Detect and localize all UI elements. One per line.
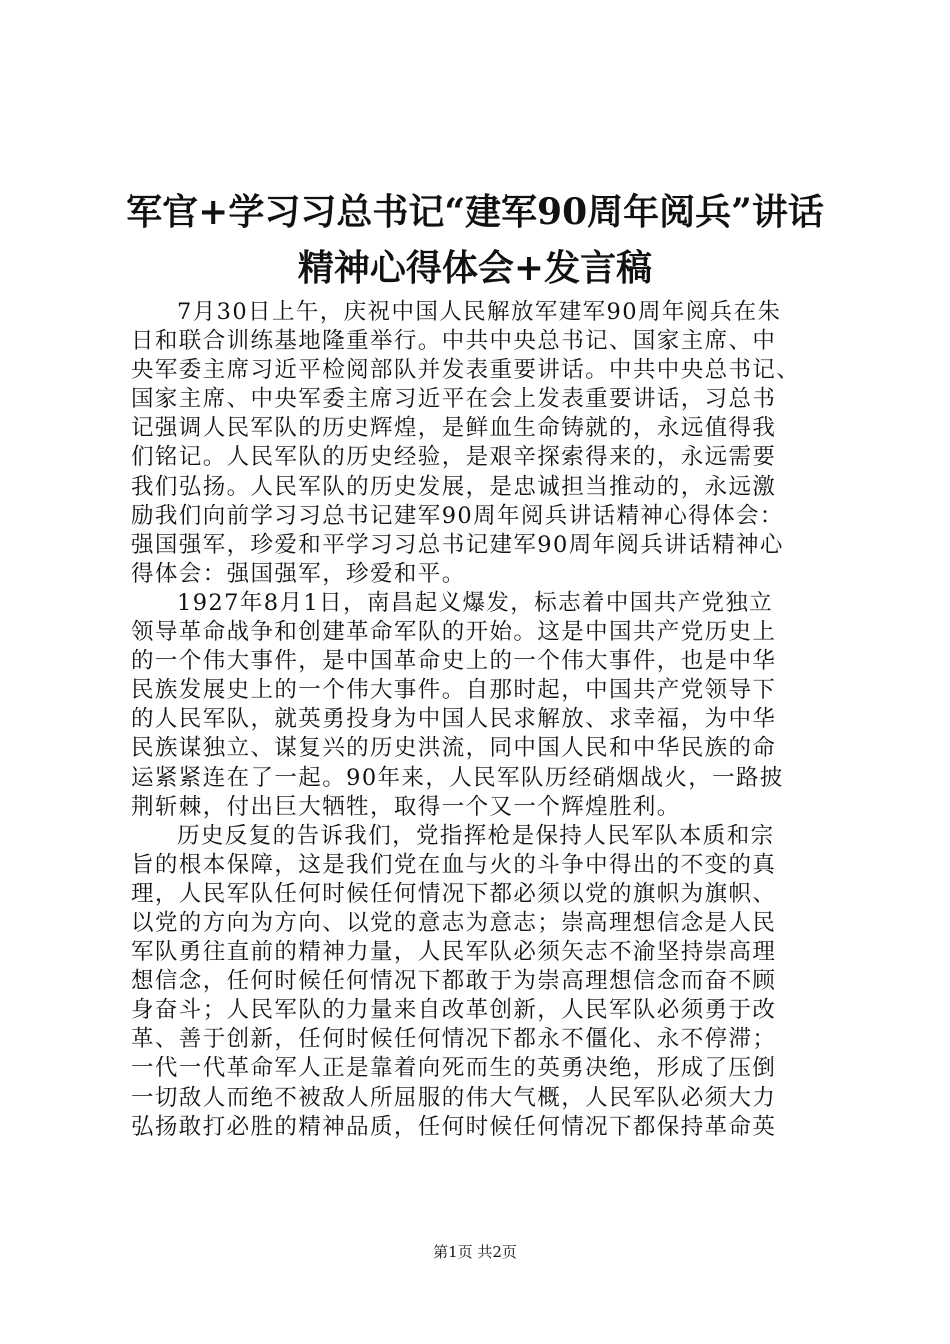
paragraph-line: 运紧紧连在了一起。90年来，人民军队历经硝烟战火，一路披 bbox=[131, 764, 784, 791]
paragraph-line: 一代一代革命军人正是靠着向死而生的英勇决绝，形成了压倒 bbox=[131, 1055, 777, 1082]
paragraph bbox=[131, 298, 831, 589]
paragraph-line: 励我们向前学习习总书记建军90周年阅兵讲话精神心得体会： bbox=[131, 502, 784, 529]
paragraph-line: 革、善于创新，任何时候任何情况下都永不僵化、永不停滞； bbox=[131, 1026, 777, 1053]
paragraph-line: 日和联合训练基地隆重举行。中共中央总书记、国家主席、中 bbox=[131, 328, 777, 355]
paragraph bbox=[131, 822, 831, 1142]
paragraph-line: 弘扬敢打必胜的精神品质，任何时候任何情况下都保持革命英 bbox=[131, 1113, 777, 1140]
paragraph-line: 7月30日上午，庆祝中国人民解放军建军90周年阅兵在朱 bbox=[177, 299, 782, 325]
paragraph-line: 民族发展史上的一个伟大事件。自那时起，中国共产党领导下 bbox=[131, 677, 777, 704]
paragraph-line: 的人民军队，就英勇投身为中国人民求解放、求幸福，为中华 bbox=[131, 706, 777, 733]
paragraph-line: 一切敌人而绝不被敌人所屈服的伟大气概，人民军队必须大力 bbox=[131, 1084, 777, 1111]
paragraph-line: 的一个伟大事件，是中国革命史上的一个伟大事件，也是中华 bbox=[131, 648, 777, 675]
paragraph-line: 们铭记。人民军队的历史经验，是艰辛探索得来的，永远需要 bbox=[131, 444, 777, 471]
paragraph-line: 身奋斗；人民军队的力量来自改革创新，人民军队必须勇于改 bbox=[131, 997, 777, 1024]
paragraph-line: 历史反复的告诉我们，党指挥枪是保持人民军队本质和宗 bbox=[177, 822, 775, 849]
paragraph-line: 记强调人民军队的历史辉煌，是鲜血生命铸就的，永远值得我 bbox=[131, 415, 777, 442]
paragraph-line: 国家主席、中央军委主席习近平在会上发表重要讲话，习总书 bbox=[131, 386, 777, 413]
paragraph-line: 旨的根本保障，这是我们党在血与火的斗争中得出的不变的真 bbox=[131, 851, 777, 878]
paragraph-line: 理，人民军队任何时候任何情况下都必须以党的旗帜为旗帜、 bbox=[131, 880, 777, 907]
paragraph-line: 领导革命战争和创建革命军队的开始。这是中国共产党历史上 bbox=[131, 619, 777, 646]
document-title-line-1: 军官+学习习总书记“建军90周年阅兵”讲话 bbox=[126, 191, 824, 233]
paragraph-line: 民族谋独立、谋复兴的历史洪流，同中国人民和中华民族的命 bbox=[131, 735, 777, 762]
page-footer: 第1页 共2页 bbox=[433, 1243, 517, 1261]
paragraph-line: 想信念，任何时候任何情况下都敢于为崇高理想信念而奋不顾 bbox=[131, 968, 777, 995]
paragraph-line: 军队勇往直前的精神力量，人民军队必须矢志不渝坚持崇高理 bbox=[131, 939, 777, 966]
paragraph bbox=[131, 589, 831, 822]
paragraph-line: 央军委主席习近平检阅部队并发表重要讲话。中共中央总书记、 bbox=[131, 357, 801, 384]
paragraph-line: 荆斩棘，付出巨大牺牲，取得一个又一个辉煌胜利。 bbox=[131, 793, 681, 820]
document-body bbox=[131, 298, 831, 1142]
paragraph-line: 强国强军，珍爱和平学习习总书记建军90周年阅兵讲话精神心 bbox=[131, 531, 784, 558]
paragraph-line: 1927年8月1日，南昌起义爆发，标志着中国共产党独立 bbox=[177, 589, 774, 616]
document-title-line-2: 精神心得体会+发言稿 bbox=[297, 247, 653, 289]
paragraph-line: 我们弘扬。人民军队的历史发展，是忠诚担当推动的，永远激 bbox=[131, 473, 777, 500]
paragraph-line: 得体会：强国强军，珍爱和平。 bbox=[131, 560, 466, 587]
paragraph-line: 以党的方向为方向、以党的意志为意志；崇高理想信念是人民 bbox=[131, 909, 777, 936]
